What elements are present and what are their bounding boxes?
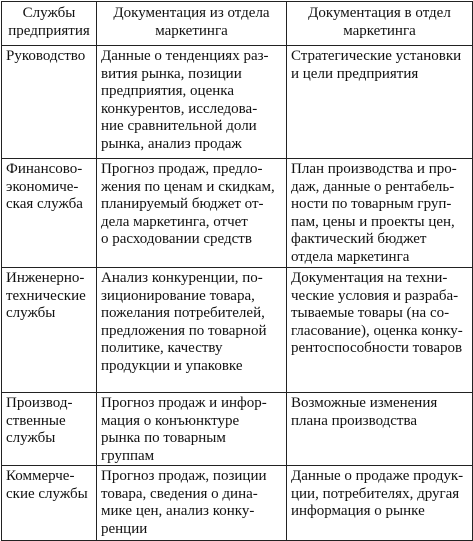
- service-name: Финансово- экономиче- ская служба: [2, 159, 97, 268]
- docs-to-marketing: Возможные изменения плана производства: [287, 393, 473, 466]
- docs-to-marketing: Данные о продаже продук- ции, потребителях, другая информация о рынке: [287, 466, 473, 541]
- docs-to-marketing: Документация на техни- ческие условия и разраба- тываемые товары (на со- гласование), оценка конку- рентоспособности товаров: [287, 268, 473, 393]
- service-name: Производ- ственные службы: [2, 393, 97, 466]
- docs-to-marketing: Стратегические установки и цели предприятия: [287, 46, 473, 159]
- table-row: [2, 159, 473, 268]
- table-header-row: [2, 2, 473, 46]
- table-row: [2, 46, 473, 159]
- marketing-documentation-table: [1, 1, 473, 541]
- header-docs-to-marketing: Документация в отдел маркетинга: [287, 2, 473, 46]
- docs-from-marketing: Прогноз продаж и инфор- мация о конъюнктуре рынка по товарным группам: [97, 393, 287, 466]
- docs-from-marketing: Данные о тенденциях раз- вития рынка, позиции предприятия, оценка конкурентов, исследова- ние сравнительной доли рынка, анализ продаж: [97, 46, 287, 159]
- service-name: Инженерно- технические службы: [2, 268, 97, 393]
- docs-to-marketing: План производства и про- даж, данные о рентабель- ности по товарным груп- пам, цены и проекты цен, фактический бюджет отдела маркетинга: [287, 159, 473, 268]
- header-services: Службы предприятия: [2, 2, 97, 46]
- table-row: [2, 466, 473, 541]
- table-row: [2, 268, 473, 393]
- docs-from-marketing: Прогноз продаж, позиции товара, сведения о дина- мике цен, анализ конку- ренции: [97, 466, 287, 541]
- table-row: [2, 393, 473, 466]
- docs-from-marketing: Прогноз продаж, предло- жения по ценам и скидкам, планируемый бюджет от- дела маркетинга, отчет о расходовании средств: [97, 159, 287, 268]
- service-name: Руководство: [2, 46, 97, 159]
- service-name: Коммерче- ские службы: [2, 466, 97, 541]
- header-docs-from-marketing: Документация из отдела маркетинга: [97, 2, 287, 46]
- docs-from-marketing: Анализ конкуренции, по- зиционирование товара, пожелания потребителей, предложения по товарной политике, качеству продукции и упаковке: [97, 268, 287, 393]
